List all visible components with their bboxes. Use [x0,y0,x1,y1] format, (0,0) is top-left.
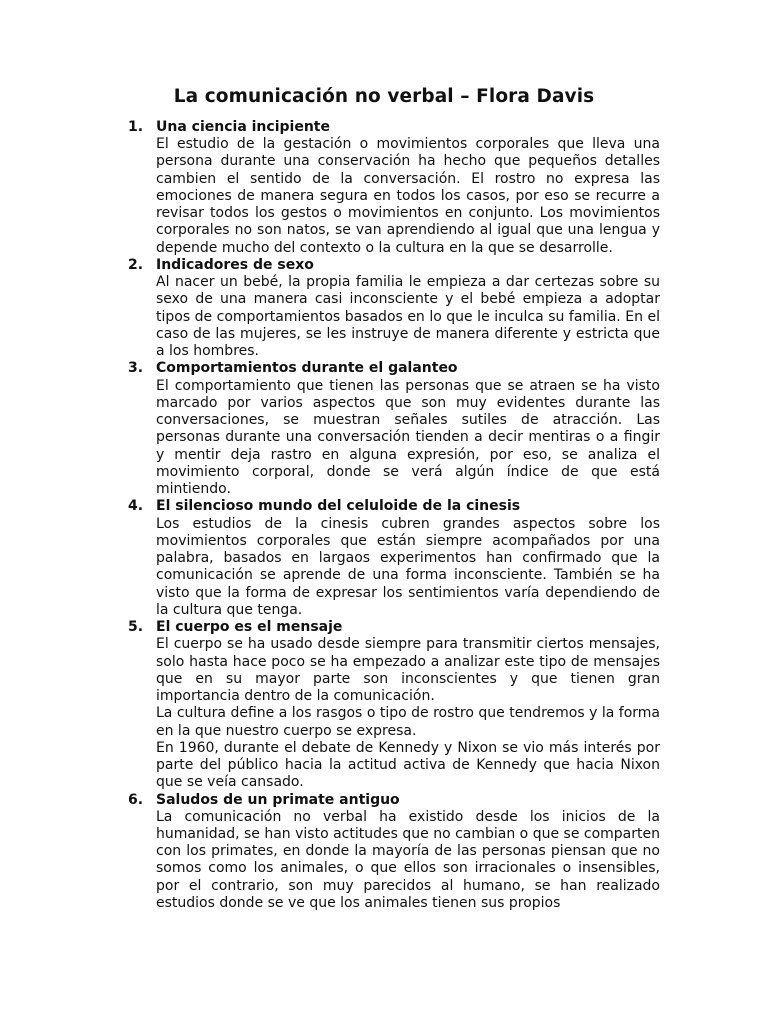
item-number: 4. [128,498,144,515]
item-body [156,119,660,257]
item-number: 6. [128,791,144,808]
item-paragraph: En 1960, durante el debate de Kennedy y Nixon se vio más interés por parte del público hacia la actitud activa de Kennedy que hacia Nixon que se veía cansado. [156,739,660,791]
item-body [156,498,660,619]
item-body [156,792,660,913]
item-paragraph: La comunicación no verbal ha existido desde los inicios de la humanidad, se han visto actitudes que no cambian o que se comparten con los primates, en donde la mayoría de las personas piensan que no somos como los animales, o que ellos son irracionales o insensibles, por el contrario, son muy parecidos al humano, se han realizado estudios donde se ve que los animales tienen sus propios [156,808,660,911]
item-number: 2. [128,256,144,273]
item-paragraph: Al nacer un bebé, la propia familia le empieza a dar certezas sobre su sexo de una manera casi inconsciente y el bebé empieza a adoptar tipos de comportamientos basados en lo que le inculca su familia. En el caso de las mujeres, se les instruye de manera diferente y estricta que a los hombres. [156,274,660,360]
item-paragraph: La cultura define a los rasgos o tipo de rostro que tendremos y la forma en la que nuestro cuerpo se expresa. [156,705,660,739]
item-body [156,619,660,791]
item-body [156,360,660,498]
list-item [128,360,660,498]
list-item [128,792,660,913]
numbered-list [128,119,660,912]
item-heading: Comportamientos durante el galanteo [156,360,458,377]
list-item [128,119,660,257]
item-paragraph: El comportamiento que tienen las personas que se atraen se ha visto marcado por varios aspectos que son muy evidentes durante las conversaciones, se muestran señales sutiles de atracción. Las personas durante una conversación tienden a decir mentiras o a fingir y mentir deja rastro en alguna expresión, por eso, se analiza el movimiento corporal, donde se verá algún índice de que está mintiendo. [156,377,660,498]
item-number: 5. [128,619,144,636]
item-heading: Una ciencia incipiente [156,119,330,135]
item-heading: Saludos de un primate antiguo [156,791,400,808]
list-item [128,498,660,619]
item-heading: Indicadores de sexo [156,256,314,273]
item-number: 1. [128,119,144,135]
item-heading: El silencioso mundo del celuloide de la cinesis [156,498,521,515]
item-heading: El cuerpo es el mensaje [156,619,343,636]
list-item [128,619,660,791]
document-title: La comunicación no verbal – Flora Davis [173,86,595,107]
item-number: 3. [128,360,144,377]
item-paragraph: Los estudios de la cinesis cubren grandes aspectos sobre los movimientos corporales que están siempre acompañados por una palabra, basados en largaos experimentos han confirmado que la comunicación se aprende de una forma inconsciente. También se ha visto que la forma de expresar los sentimientos varía dependiendo de la cultura que tenga. [156,515,660,618]
item-body [156,257,660,360]
list-item [128,257,660,360]
item-paragraph: El estudio de la gestación o movimientos corporales que lleva una persona durante una conservación ha hecho que pequeños detalles cambien el sentido de la conversación. El rostro no expresa las emociones de manera segura en todos los casos, por eso se recurre a revisar todos los gestos o movimientos en conjunto. Los movimientos corporales no son natos, se van aprendiendo al igual que una lengua y depende mucho del contexto o la cultura en la que se desarrolle. [156,136,660,256]
item-paragraph: El cuerpo se ha usado desde siempre para transmitir ciertos mensajes, solo hasta hace poco se ha empezado a analizar este tipo de mensajes que en su mayor parte son inconscientes y que tienen gran importancia dentro de la comunicación. [156,636,660,705]
